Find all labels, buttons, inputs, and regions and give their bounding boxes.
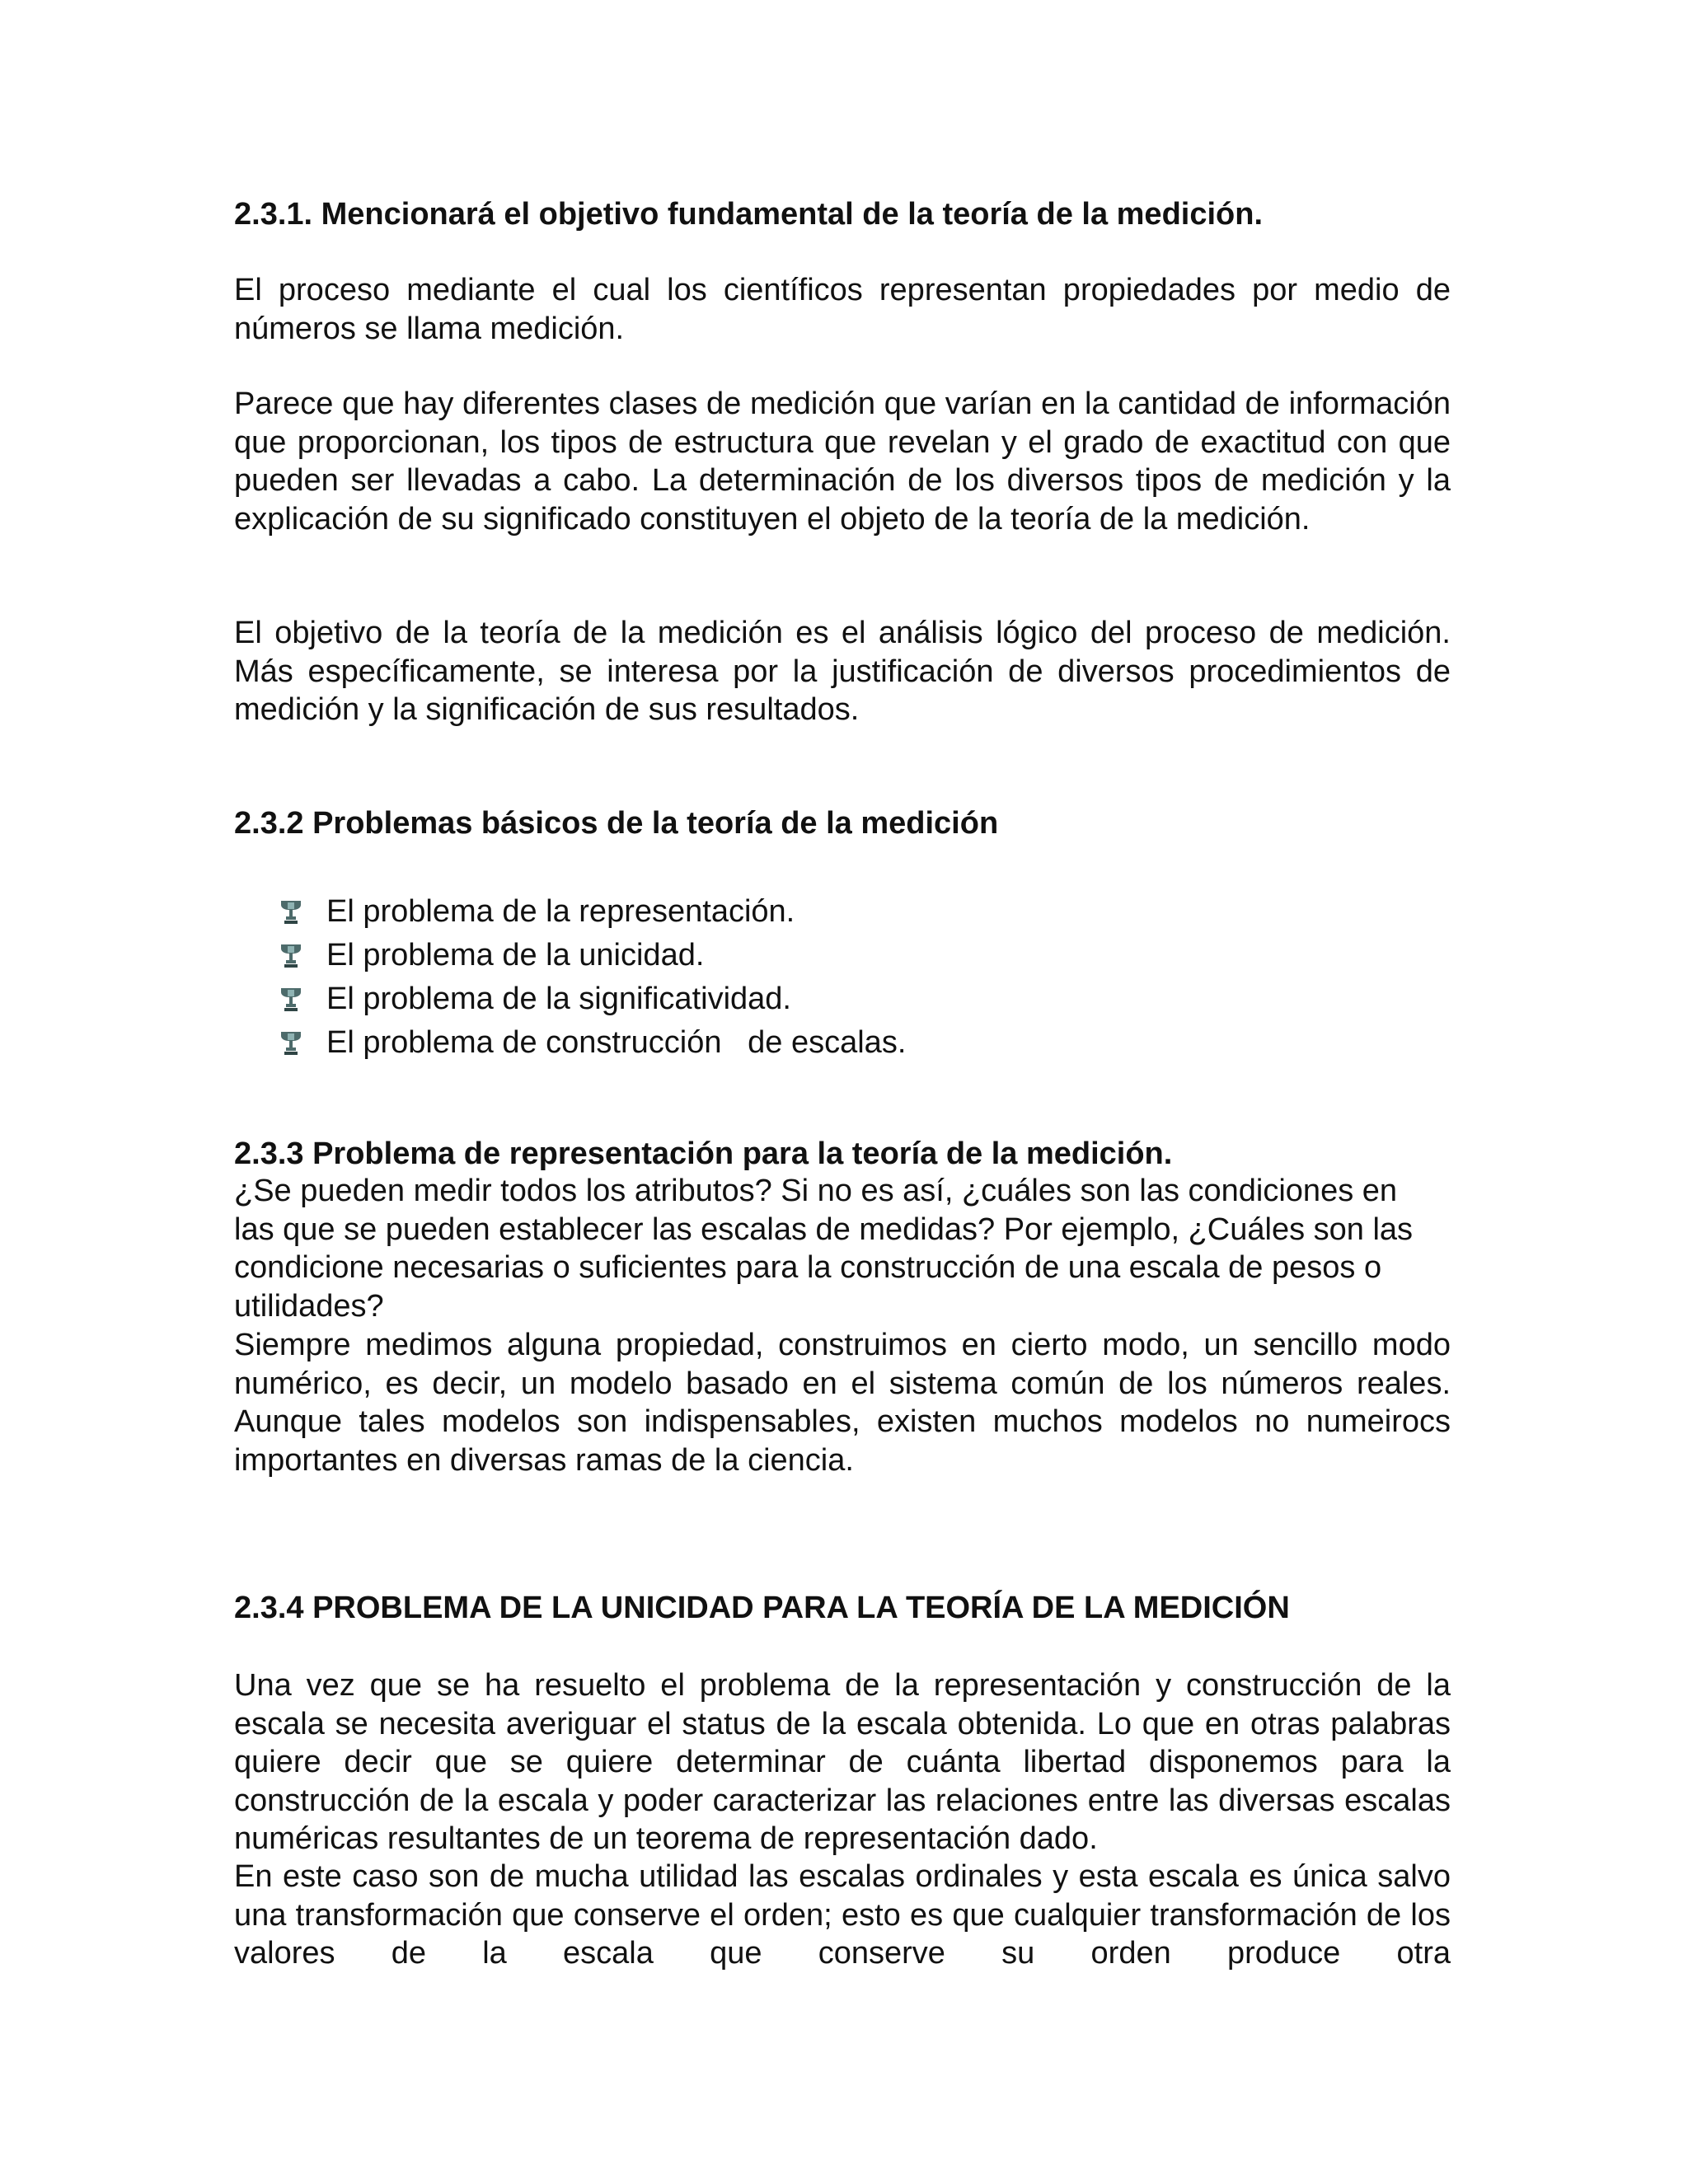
trophy-bullet-icon: [279, 986, 303, 1014]
paragraph-text: El objetivo de la teoría de la medición es el análisis lógico del proceso de medición. Más específicamente, se interesa por la justificación de diversos procedimientos de medición y la significación de sus resultados.: [234, 616, 1451, 727]
heading-2-3-3: 2.3.3 Problema de representación para la teoría de la medición.: [234, 1137, 1173, 1171]
paragraph-2-3-1-1: [234, 271, 1451, 348]
list-item-text: El problema de la significatividad.: [326, 982, 791, 1016]
paragraph-2-3-1-2: [234, 385, 1451, 538]
trophy-bullet-icon: [279, 1029, 303, 1057]
list-item: [279, 1021, 1268, 1065]
heading-2-3-2: 2.3.2 Problemas básicos de la teoría de la medición: [234, 806, 999, 841]
trophy-bullet-icon: [279, 898, 303, 926]
list-item: [279, 934, 1268, 977]
paragraph-2-3-1-3: [234, 614, 1451, 729]
list-item: [279, 890, 1268, 934]
paragraph-text: En este caso son de mucha utilidad las escalas ordinales y esta escala es única salvo una transformación que conserve el orden; esto es que cualquier transformación de los valores de la escala que conserve su orden produce otra: [234, 1859, 1451, 1971]
list-item-text: El problema de la representación.: [326, 894, 795, 929]
paragraph-2-3-3-1: [234, 1172, 1437, 1325]
paragraph-2-3-3-2: [234, 1326, 1451, 1479]
paragraph-2-3-4-1: [234, 1666, 1451, 1858]
heading-2-3-1: 2.3.1. Mencionará el objetivo fundamental de la teoría de la medición.: [234, 197, 1264, 232]
paragraph-text: ¿Se pueden medir todos los atributos? Si no es así, ¿cuáles son las condiciones en las que se pueden establecer las escalas de medidas? Por ejemplo, ¿Cuáles son las condicione necesarias o suficientes para la construcción de una escala de pesos o utilidades?: [234, 1174, 1414, 1324]
paragraph-2-3-4-2: [234, 1858, 1451, 1973]
list-item-text: El problema de la unicidad.: [326, 938, 705, 972]
paragraph-text: Una vez que se ha resuelto el problema de la representación y construcción de la escala se necesita averiguar el status de la escala obtenida. Lo que en otras palabras quiere decir que se quiere determinar de cuánta libertad disponemos para la construcción de la escala y poder caracterizar las relaciones entre las diversas escalas numéricas resultantes de un teorema de representación dado.: [234, 1668, 1451, 1856]
paragraph-text: El proceso mediante el cual los científicos representan propiedades por medio de números se llama medición.: [234, 273, 1451, 346]
list-item: [279, 977, 1268, 1021]
paragraph-text: Siempre medimos alguna propiedad, construimos en cierto modo, un sencillo modo numérico, es decir, un modelo basado en el sistema común de los números reales. Aunque tales modelos son indispensables, existen muchos modelos no numeirocs importantes en diversas ramas de la ciencia.: [234, 1328, 1451, 1478]
heading-2-3-4: 2.3.4 PROBLEMA DE LA UNICIDAD PARA LA TEORÍA DE LA MEDICIÓN: [234, 1591, 1290, 1625]
trophy-bullet-icon: [279, 942, 303, 970]
paragraph-text: Parece que hay diferentes clases de medición que varían en la cantidad de información que proporcionan, los tipos de estructura que revelan y el grado de exactitud con que pueden ser llevadas a cabo. La determinación de los diversos tipos de medición y la explicación de su significado constituyen el objeto de la teoría de la medición.: [234, 387, 1451, 537]
list-item-text: El problema de construcción de escalas.: [326, 1025, 907, 1060]
problems-list: [279, 890, 1268, 1065]
